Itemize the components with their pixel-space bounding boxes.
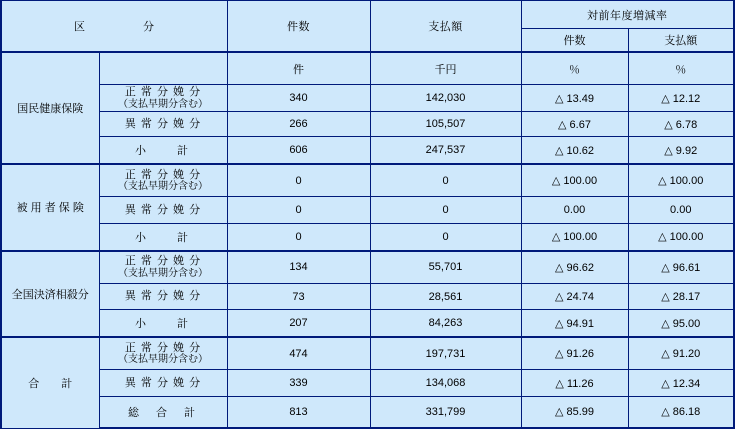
cell-amount: 134,068 xyxy=(370,370,521,396)
row-label-normal-line2: （支払早期分含む） xyxy=(118,98,208,110)
cell-yoy-cases: △ 24.74 xyxy=(521,283,628,309)
cell-amount: 0 xyxy=(370,164,521,197)
row-label-normal-line2: （支払早期分含む） xyxy=(118,267,208,279)
row-label-normal-line1: 正 常 分 娩 分 xyxy=(124,341,202,354)
header-row-1 xyxy=(1,1,734,29)
group-label-zenkoku: 全国決済相殺分 xyxy=(1,251,99,338)
row-label-normal-line2: （支払早期分含む） xyxy=(118,181,208,193)
cell-yoy-cases: △ 10.62 xyxy=(521,137,628,164)
cell-amount: 0 xyxy=(370,223,521,250)
cell-yoy-amount: △ 100.00 xyxy=(628,164,734,197)
cell-cases: 0 xyxy=(227,197,370,223)
table-row xyxy=(1,197,734,223)
cell-cases: 0 xyxy=(227,223,370,250)
table-row xyxy=(1,283,734,309)
cell-cases: 813 xyxy=(227,396,370,428)
cell-yoy-amount: 0.00 xyxy=(628,197,734,223)
unit-yoy-cases: ％ xyxy=(521,52,628,85)
cell-cases: 266 xyxy=(227,111,370,136)
row-label-normal-line1: 正 常 分 娩 分 xyxy=(124,255,202,268)
group-label-hiyousha: 被 用 者 保 険 xyxy=(1,164,99,251)
row-label-normal xyxy=(99,337,227,370)
cell-yoy-cases: △ 96.62 xyxy=(521,251,628,284)
table-row xyxy=(1,310,734,337)
cell-cases: 474 xyxy=(227,337,370,370)
unit-yoy-amount: ％ xyxy=(628,52,734,85)
row-label-normal-line1: 正 常 分 娩 分 xyxy=(124,86,202,99)
cell-amount: 247,537 xyxy=(370,137,521,164)
cell-yoy-amount: △ 9.92 xyxy=(628,137,734,164)
table-row xyxy=(1,52,734,85)
cell-amount: 84,263 xyxy=(370,310,521,337)
cell-amount: 0 xyxy=(370,197,521,223)
cell-amount: 331,799 xyxy=(370,396,521,428)
row-label-abnormal: 異 常 分 娩 分 xyxy=(99,111,227,136)
cell-yoy-cases: △ 85.99 xyxy=(521,396,628,428)
header-division: 区 分 xyxy=(1,1,227,53)
row-label-subtotal: 小 計 xyxy=(99,137,227,164)
cell-cases: 207 xyxy=(227,310,370,337)
header-yoy-cases: 件数 xyxy=(521,29,628,52)
unit-cell-blank xyxy=(99,52,227,85)
cell-yoy-amount: △ 91.20 xyxy=(628,337,734,370)
cell-yoy-cases: △ 94.91 xyxy=(521,310,628,337)
row-label-abnormal: 異 常 分 娩 分 xyxy=(99,283,227,309)
row-label-normal xyxy=(99,164,227,197)
cell-amount: 197,731 xyxy=(370,337,521,370)
row-label-normal-line2: （支払早期分含む） xyxy=(118,354,208,366)
table-row xyxy=(1,396,734,428)
group-label-total: 合 計 xyxy=(1,337,99,428)
cell-yoy-amount: △ 86.18 xyxy=(628,396,734,428)
cell-yoy-cases: △ 6.67 xyxy=(521,111,628,136)
header-cases: 件数 xyxy=(227,1,370,53)
cell-yoy-cases: △ 91.26 xyxy=(521,337,628,370)
row-label-abnormal: 異 常 分 娩 分 xyxy=(99,370,227,396)
cell-yoy-cases: △ 100.00 xyxy=(521,164,628,197)
cell-yoy-cases: △ 100.00 xyxy=(521,223,628,250)
row-label-normal-line1: 正 常 分 娩 分 xyxy=(124,168,202,181)
group-label-kokumin: 国民健康保険 xyxy=(1,52,99,164)
table-row xyxy=(1,370,734,396)
cell-yoy-amount: △ 96.61 xyxy=(628,251,734,284)
cell-amount: 105,507 xyxy=(370,111,521,136)
header-yoy-amount: 支払額 xyxy=(628,29,734,52)
cell-cases: 0 xyxy=(227,164,370,197)
cell-amount: 142,030 xyxy=(370,85,521,112)
row-label-subtotal: 小 計 xyxy=(99,223,227,250)
table-row xyxy=(1,137,734,164)
cell-yoy-amount: △ 28.17 xyxy=(628,283,734,309)
row-label-abnormal: 異 常 分 娩 分 xyxy=(99,197,227,223)
row-label-normal xyxy=(99,251,227,284)
cell-cases: 73 xyxy=(227,283,370,309)
cell-yoy-amount: △ 12.34 xyxy=(628,370,734,396)
table-row xyxy=(1,337,734,370)
cell-yoy-cases: 0.00 xyxy=(521,197,628,223)
table-row xyxy=(1,164,734,197)
table-row xyxy=(1,85,734,112)
cell-amount: 55,701 xyxy=(370,251,521,284)
cell-yoy-amount: △ 95.00 xyxy=(628,310,734,337)
row-label-grand-total: 総 合 計 xyxy=(99,396,227,428)
cell-yoy-amount: △ 12.12 xyxy=(628,85,734,112)
cell-cases: 339 xyxy=(227,370,370,396)
row-label-subtotal: 小 計 xyxy=(99,310,227,337)
table-row xyxy=(1,111,734,136)
cell-amount: 28,561 xyxy=(370,283,521,309)
table-row xyxy=(1,223,734,250)
cell-yoy-cases: △ 11.26 xyxy=(521,370,628,396)
cell-yoy-amount: △ 100.00 xyxy=(628,223,734,250)
cell-yoy-cases: △ 13.49 xyxy=(521,85,628,112)
cell-yoy-amount: △ 6.78 xyxy=(628,111,734,136)
cell-cases: 340 xyxy=(227,85,370,112)
cell-cases: 606 xyxy=(227,137,370,164)
row-label-normal xyxy=(99,85,227,112)
cell-cases: 134 xyxy=(227,251,370,284)
unit-amount: 千円 xyxy=(370,52,521,85)
header-yoy: 対前年度増減率 xyxy=(521,1,734,29)
unit-cases: 件 xyxy=(227,52,370,85)
header-amount: 支払額 xyxy=(370,1,521,53)
table-row xyxy=(1,251,734,284)
